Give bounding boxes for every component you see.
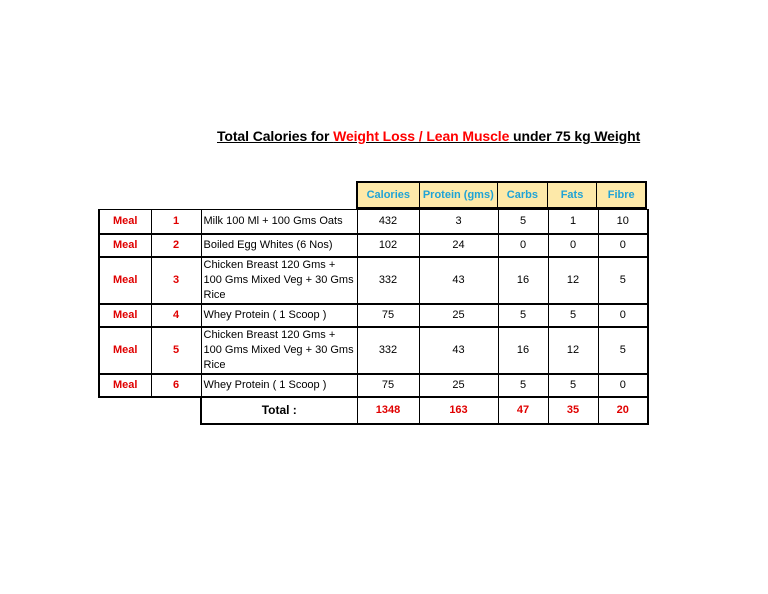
calories-cell: 75 — [357, 374, 419, 397]
meal-description: Boiled Egg Whites (6 Nos) — [201, 234, 357, 257]
calories-cell: 432 — [357, 210, 419, 234]
meal-number: 3 — [151, 257, 201, 304]
protein-cell: 24 — [419, 234, 498, 257]
calories-cell: 332 — [357, 257, 419, 304]
title-part-1: Total Calories for — [217, 128, 334, 144]
page-title — [217, 128, 640, 144]
meal-number: 5 — [151, 327, 201, 374]
header-calories: Calories — [366, 189, 410, 201]
fats-cell: 1 — [548, 210, 598, 234]
header-fibre: Fibre — [596, 183, 645, 207]
carbs-cell: 16 — [498, 327, 548, 374]
totals-spacer — [99, 397, 201, 424]
total-fibre: 20 — [598, 397, 648, 424]
fibre-cell: 0 — [598, 234, 648, 257]
fats-cell: 5 — [548, 374, 598, 397]
header-protein: Protein (gms) — [419, 183, 497, 207]
meal-label: Meal — [99, 257, 151, 304]
total-calories: 1348 — [357, 397, 419, 424]
carbs-cell: 5 — [498, 304, 548, 327]
table-row — [99, 234, 648, 257]
title-highlight: Weight Loss / Lean Muscle — [333, 128, 510, 144]
protein-cell: 25 — [419, 304, 498, 327]
meal-label: Meal — [99, 374, 151, 397]
totals-label: Total : — [201, 397, 357, 424]
meal-description: Milk 100 Ml + 100 Gms Oats — [201, 210, 357, 234]
meal-number: 4 — [151, 304, 201, 327]
meal-description: Chicken Breast 120 Gms + 100 Gms Mixed Veg + 30 Gms Rice — [201, 257, 357, 304]
calories-cell: 75 — [357, 304, 419, 327]
protein-cell: 25 — [419, 374, 498, 397]
meal-description: Whey Protein ( 1 Scoop ) — [201, 374, 357, 397]
protein-cell: 3 — [419, 210, 498, 234]
totals-row — [99, 397, 648, 424]
header-row — [356, 181, 647, 209]
meal-table — [98, 209, 649, 425]
carbs-cell: 0 — [498, 234, 548, 257]
calories-cell: 102 — [357, 234, 419, 257]
header-carbs: Carbs — [497, 183, 547, 207]
total-fats: 35 — [548, 397, 598, 424]
total-protein: 163 — [419, 397, 498, 424]
fibre-cell: 5 — [598, 327, 648, 374]
calories-cell: 332 — [357, 327, 419, 374]
table-row — [99, 327, 648, 374]
meal-number: 1 — [151, 210, 201, 234]
table-row — [99, 257, 648, 304]
meal-description: Chicken Breast 120 Gms + 100 Gms Mixed Veg + 30 Gms Rice — [201, 327, 357, 374]
carbs-cell: 5 — [498, 210, 548, 234]
fibre-cell: 0 — [598, 374, 648, 397]
fibre-cell: 5 — [598, 257, 648, 304]
protein-cell: 43 — [419, 257, 498, 304]
fibre-cell: 10 — [598, 210, 648, 234]
meal-label: Meal — [99, 234, 151, 257]
carbs-cell: 5 — [498, 374, 548, 397]
fats-cell: 12 — [548, 257, 598, 304]
carbs-cell: 16 — [498, 257, 548, 304]
fats-cell: 5 — [548, 304, 598, 327]
meal-description: Whey Protein ( 1 Scoop ) — [201, 304, 357, 327]
total-carbs: 47 — [498, 397, 548, 424]
table-row — [99, 374, 648, 397]
meal-label: Meal — [99, 304, 151, 327]
protein-cell: 43 — [419, 327, 498, 374]
meal-number: 2 — [151, 234, 201, 257]
fats-cell: 0 — [548, 234, 598, 257]
fats-cell: 12 — [548, 327, 598, 374]
meal-label: Meal — [99, 210, 151, 234]
fibre-cell: 0 — [598, 304, 648, 327]
header-fats: Fats — [547, 183, 597, 207]
meal-number: 6 — [151, 374, 201, 397]
table-row — [99, 304, 648, 327]
table-row — [99, 210, 648, 234]
meal-label: Meal — [99, 327, 151, 374]
title-part-3: under 75 kg Weight — [509, 128, 641, 144]
